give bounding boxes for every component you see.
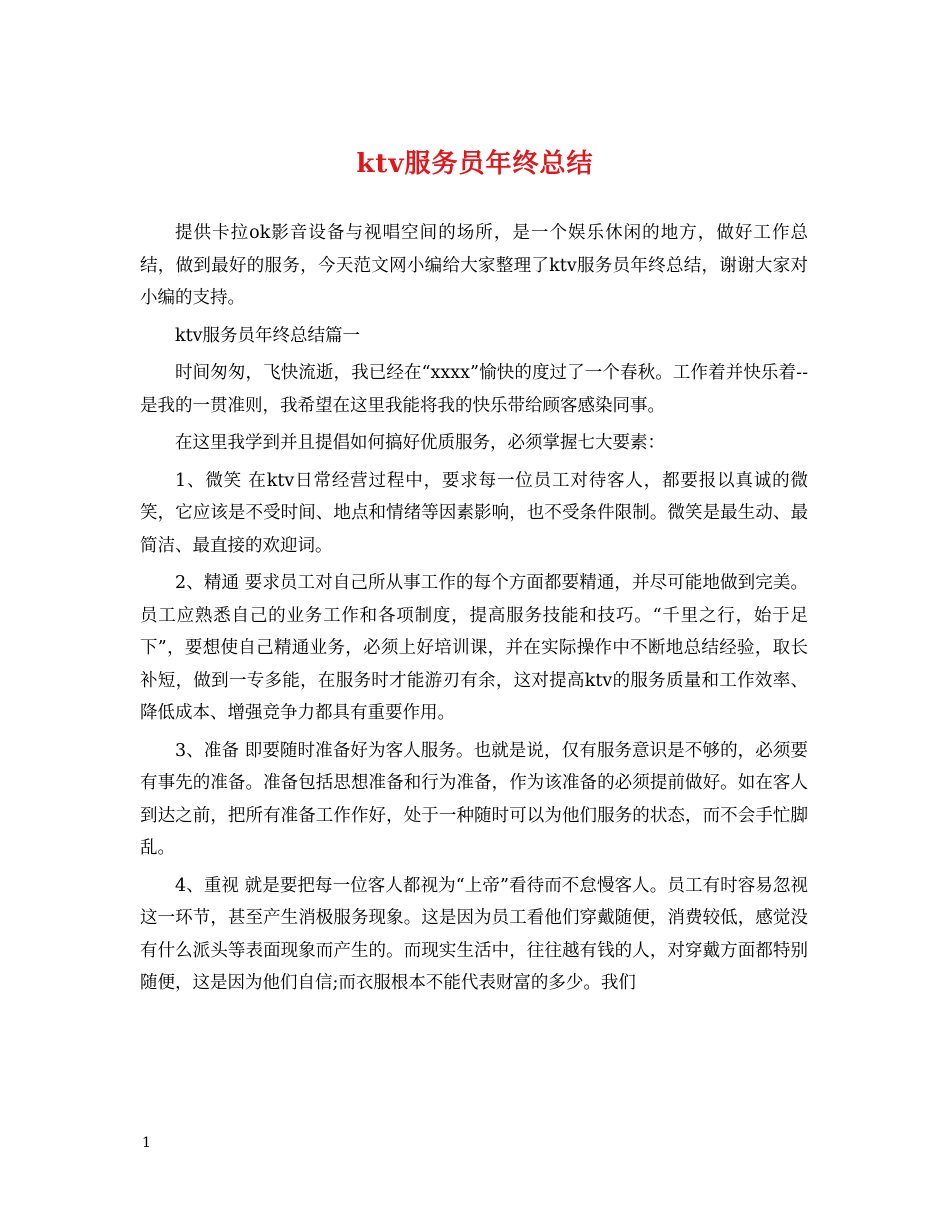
paragraph-item-4: 4、重视 就是要把每一位客人都视为“上帝”看待而不怠慢客人。员工有时容易忽视这一环节，甚至产生消极服务现象。这是因为员工看他们穿戴随便，消费较低，感觉没有什么派头等表面现象而产生的。而现实生活中，往往越有钱的人，对穿戴方面都特别随便，这是因为他们自信;而衣服根本不能代表财富的多少。我们 (140, 875, 808, 993)
paragraph-item-3: 3、准备 即要随时准备好为客人服务。也就是说，仅有服务意识是不够的，必须要有事先的准备。准备包括思想准备和行为准备，作为该准备的必须提前做好。如在客人到达之前，把所有准备工作作好，处于一种随时可以为他们服务的状态，而不会手忙脚乱。 (140, 740, 808, 858)
paragraph: 在这里我学到并且提倡如何搞好优质服务，必须掌握七大要素： (175, 433, 665, 453)
paragraph: 时间匆匆，飞快流逝，我已经在“xxxx”愉快的度过了一个春秋。工作着并快乐着--是我的一贯准则，我希望在这里我能将我的快乐带给顾客感染同事。 (140, 363, 808, 416)
paragraph-item-2: 2、精通 要求员工对自己所从事工作的每个方面都要精通，并尽可能地做到完美。员工应熟悉自己的业务工作和各项制度，提高服务技能和技巧。“千里之行，始于足下”，要想使自己精通业务，必须上好培训课，并在实际操作中不断地总结经验，取长补短，做到一专多能，在服务时才能游刃有余，这对提高ktv的服务质量和工作效率、降低成本、增强竞争力都具有重要作用。 (140, 573, 808, 723)
paragraph-intro: 提供卡拉ok影音设备与视唱空间的场所，是一个娱乐休闲的地方，做好工作总结，做到最好的服务，今天范文网小编给大家整理了ktv服务员年终总结，谢谢大家对小编的支持。 (140, 223, 808, 308)
page-number: 1 (142, 1135, 151, 1151)
document-title: ktv服务员年终总结 (356, 149, 594, 179)
document-body (140, 217, 808, 1005)
paragraph-item-1: 1、微笑 在ktv日常经营过程中，要求每一位员工对待客人，都要报以真诚的微笑，它应该是不受时间、地点和情绪等因素影响，也不受条件限制。微笑是最生动、最简洁、最直接的欢迎词。 (140, 470, 808, 556)
paragraph-section-heading: ktv服务员年终总结篇一 (175, 325, 361, 346)
